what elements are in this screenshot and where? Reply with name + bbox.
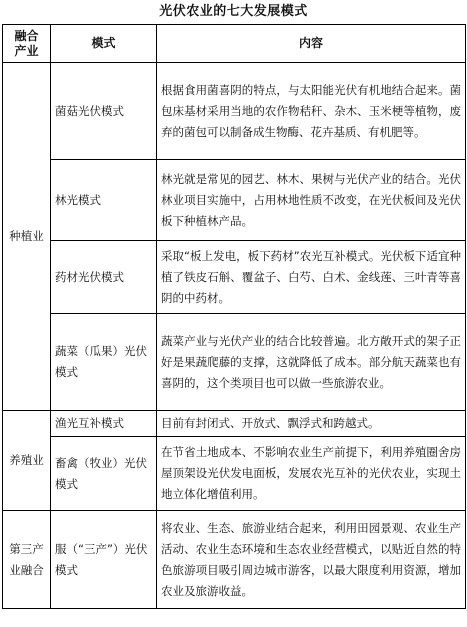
header-content: 内容	[157, 25, 466, 63]
table-row	[3, 160, 466, 241]
mode-cell: 林光模式	[51, 160, 157, 241]
mode-cell: 药材光伏模式	[51, 241, 157, 314]
content-cell: 目前有封闭式、开放式、飘浮式和跨越式。	[157, 411, 466, 437]
content-cell: 林光就是常见的园艺、林木、果树与光伏产业的结合。光伏林业项目实施中，占用林地性质不改变，在光伏板间及光伏板下种植林产品。	[157, 160, 466, 241]
mode-cell: 服（“三产”）光伏模式	[51, 511, 157, 609]
header-category	[3, 25, 51, 63]
document-title: 光伏农业的七大发展模式	[159, 4, 308, 19]
table-row	[3, 411, 466, 437]
content-cell: 蔬菜产业与光伏产业的结合比较普遍。北方敞开式的架子正好是果蔬爬藤的支撑，这就降低了成本。部分航天蔬菜也有喜阴的，这个类项目也可以做一些旅游农业。	[157, 314, 466, 411]
mode-cell: 畜禽（牧业）光伏模式	[51, 437, 157, 511]
table-row	[3, 437, 466, 511]
category-cell-breeding: 养殖业	[3, 411, 51, 511]
modes-table	[2, 24, 466, 609]
table-row	[3, 314, 466, 411]
content-cell: 在节省土地成本、不影响农业生产前提下，利用养殖圈舍房屋顶架设光伏发电面板，发展农光互补的光伏农业，实现土地立体化增值利用。	[157, 437, 466, 511]
content-cell: 根据食用菌喜阴的特点，与太阳能光伏有机地结合起来。菌包床基材采用当地的农作物秸秆、杂木、玉米梗等植物，废弃的菌包可以制备成生物酶、花卉基质、有机肥等。	[157, 63, 466, 160]
table-row	[3, 511, 466, 609]
header-category-text: 融合 产业	[14, 28, 39, 58]
content-cell: 采取“板上发电，板下药材”农光互补模式。光伏板下适宜种植了铁皮石斛、覆盆子、白芍、白术、金线莲、三叶青等喜阴的中药材。	[157, 241, 466, 314]
category-cell-tertiary: 第三产业融合	[3, 511, 51, 609]
content-cell: 将农业、生态、旅游业结合起来，利用田园景观、农业生产活动、农业生态环境和生态农业经营模式，以贴近自然的特色旅游项目吸引周边城市游客，以最大限度利用资源，增加农业及旅游收益。	[157, 511, 466, 609]
mode-cell: 蔬菜（瓜果）光伏模式	[51, 314, 157, 411]
header-mode: 模式	[51, 25, 157, 63]
table-row	[3, 241, 466, 314]
mode-cell: 菌菇光伏模式	[51, 63, 157, 160]
table-row	[3, 63, 466, 160]
category-cell-planting: 种植业	[3, 63, 51, 411]
mode-cell: 渔光互补模式	[51, 411, 157, 437]
table-header-row	[3, 25, 466, 63]
